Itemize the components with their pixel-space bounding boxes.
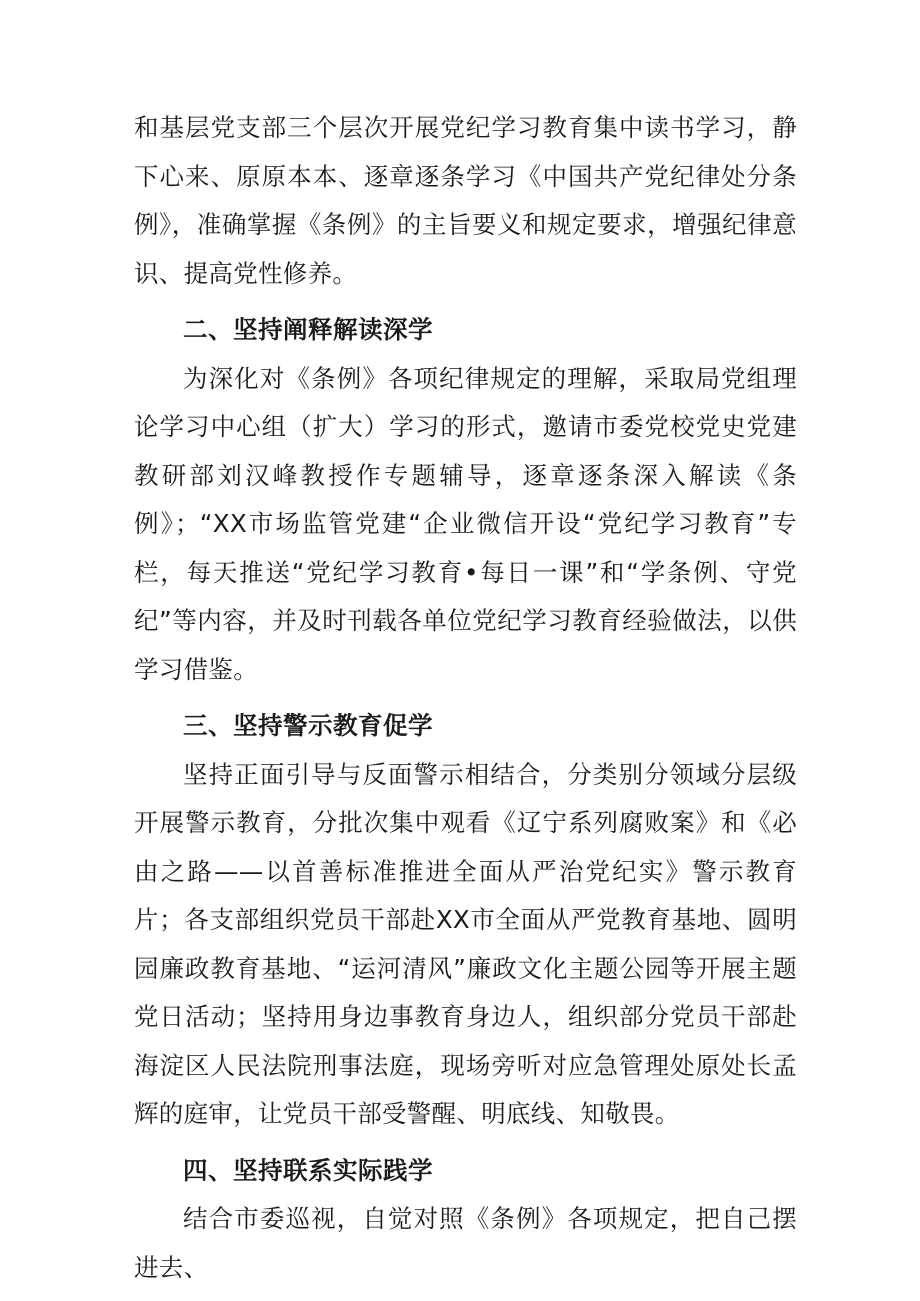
section-heading-3: 三、坚持警示教育促学 — [183, 711, 433, 740]
section-4-paragraph: 结合市委巡视，自觉对照《条例》各项规定，把自己摆进去、 — [134, 1204, 797, 1282]
section-2-paragraph: 为深化对《条例》各项纪律规定的理解，采取局党组理论学习中心组（扩大）学习的形式，邀请市委党校党史党建教研部刘汉峰教授作专题辅导，逐章逐条深入解读《条例》；“XX市场监管党建“企业微信开设“党纪学习教育”专栏，每天推送“党纪学习教育•每日一课”和“学条例、守党纪”等内容，并及时刊载各单位党纪学习教育经验做法，以供学习借鉴。 — [134, 363, 797, 684]
section-heading-4: 四、坚持联系实际践学 — [183, 1155, 433, 1185]
intro-paragraph: 和基层党支部三个层次开展党纪学习教育集中读书学习，静下心来、原原本本、逐章逐条学习《中国共产党纪律处分条例》，准确掌握《条例》的主旨要义和规定要求，增强纪律意识、提高党性修养。 — [134, 113, 797, 288]
document-page — [134, 104, 797, 1292]
section-heading-2: 二、坚持阐释解读深学 — [183, 315, 433, 344]
section-3-paragraph: 坚持正面引导与反面警示相结合，分类别分领域分层级开展警示教育，分批次集中观看《辽宁系列腐败案》和《必由之路——以首善标准推进全面从严治党纪实》警示教育片；各支部组织党员干部赴XX市全面从严党教育基地、圆明园廉政教育基地、“运河清风”廉政文化主题公园等开展主题党日活动；坚持用身边事教育身边人，组织部分党员干部赴海淀区人民法院刑事法庭，现场旁听对应急管理处原处长孟辉的庭审，让党员干部受警醒、明底线、知敬畏。 — [134, 759, 797, 1128]
